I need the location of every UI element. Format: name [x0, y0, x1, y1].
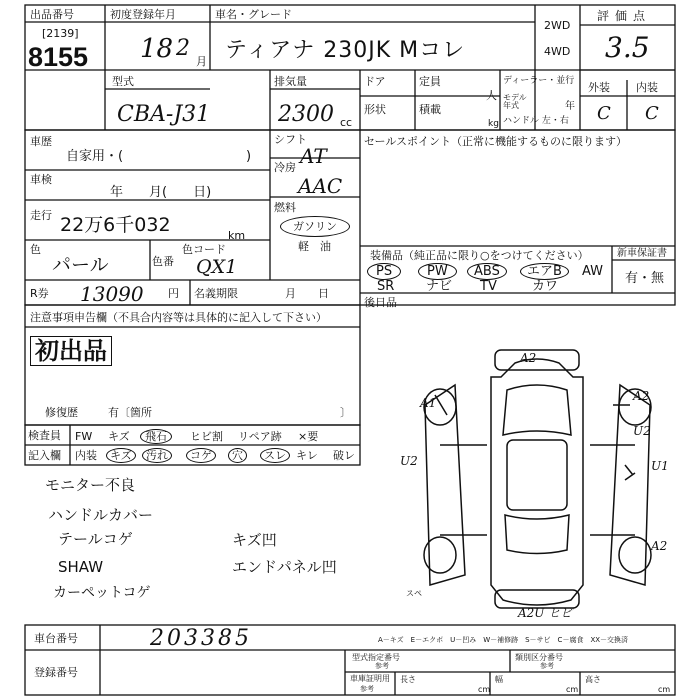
note-5: SHAW [58, 558, 104, 576]
insp-row1-1: キズ [108, 430, 130, 443]
windshield [503, 385, 571, 435]
month-unit: 月 [196, 55, 207, 68]
r-label: R券 [30, 287, 49, 300]
equip-ps: PS [367, 263, 401, 280]
equip-sr: SR [377, 279, 395, 294]
note-1: モニター不良 [45, 476, 136, 494]
mark-left-front: A1 [420, 396, 437, 410]
term-value: 月 日 [285, 287, 329, 300]
mark-left-side: U2 [400, 454, 418, 468]
color-label: 色 [30, 243, 41, 256]
color: パール [52, 254, 109, 276]
displacement-label: 排気量 [274, 75, 307, 88]
exterior-label: 外装 [588, 81, 610, 94]
insp-row2-2: 汚れ [142, 448, 172, 463]
warranty-value: 有・無 [625, 271, 665, 286]
interior-grade: C [645, 103, 659, 124]
note-7: カーペットコゲ [53, 585, 151, 601]
reg-month: 2 [176, 36, 190, 61]
chassis-label: 車台番号 [34, 632, 78, 645]
reg-number-label: 登録番号 [34, 666, 78, 679]
car-name: ティアナ 230JK Mコレ [225, 38, 466, 63]
insp-row1-4: リペア跡 [238, 430, 282, 443]
car-body-outline [491, 359, 583, 605]
recycle-fee: 13090 [80, 282, 144, 306]
person-unit: 人 [486, 89, 497, 102]
equip-pw: PW [418, 263, 457, 280]
first-reg-label: 初度登録年月 [110, 8, 176, 21]
width-label: 幅 [495, 675, 503, 684]
equipment-label: 装備品（純正品に限り○をつけてください） [370, 249, 589, 262]
displacement: 2300 [278, 102, 334, 127]
equip-tv: TV [480, 279, 497, 294]
width-cm: cm [566, 685, 579, 694]
repair-value: 有〔箇所 [108, 406, 152, 419]
insp-row2-3: コゲ [186, 448, 216, 463]
shift-label: シフト [274, 133, 307, 146]
garage-ref: 参考 [360, 685, 374, 693]
insp-row1-5: ×要 [298, 430, 319, 443]
insp-row1-2: 飛石 [140, 429, 172, 444]
cat-no-label: 類別区分番号 [515, 653, 563, 662]
cc-unit: cc [340, 116, 353, 129]
rear-window [505, 515, 569, 554]
wd4-label: 4WD [544, 45, 571, 58]
mark-rear: A2U ヒビ [518, 606, 573, 620]
equip-leather: カワ [532, 279, 559, 294]
fuel-gasoline: ガソリン [280, 216, 350, 237]
type-no-label: 型式指定番号 [352, 653, 400, 662]
model-label: 型式 [112, 75, 134, 88]
chassis-number: 203385 [150, 626, 252, 651]
reg-year: 18 [140, 34, 174, 64]
insp-row1-3: ヒビ割 [190, 430, 223, 443]
ac-label: 冷房 [274, 161, 296, 174]
mark-spare: スペ [406, 589, 422, 598]
handle-label: ハンドル 左・右 [503, 116, 569, 126]
length-label: 長さ [400, 675, 416, 684]
right-side-view [610, 385, 650, 585]
history-label: 車歴 [30, 135, 52, 148]
mileage: 22万6千032 [60, 214, 171, 236]
height-cm: cm [658, 685, 671, 694]
note-2: ハンドルカバー [48, 506, 154, 524]
interior-label: 内装 [636, 81, 658, 94]
fuel-diesel: 軽 油 [298, 240, 331, 253]
yen-unit: 円 [168, 287, 179, 300]
mark-front: A2 [520, 351, 537, 365]
equip-abs: ABS [467, 263, 507, 280]
load-label: 積載 [419, 103, 441, 116]
model: CBA-J31 [117, 102, 211, 127]
inspection-label: 車検 [30, 173, 52, 186]
year-unit: 年 [565, 101, 575, 112]
rear-label: 後日品 [364, 296, 397, 309]
type-no-ref: 参考 [375, 662, 389, 670]
shape-label: 形状 [364, 103, 386, 116]
fuel-label: 燃料 [274, 201, 296, 214]
inspection-value: 年 月( 日) [110, 185, 212, 200]
exterior-grade: C [597, 103, 611, 124]
kg-unit: kg [488, 119, 499, 129]
insp-row1-0: FW [75, 430, 93, 443]
repair-close: 〕 [340, 406, 351, 419]
first-listing-stamp: 初出品 [30, 336, 112, 366]
shift: AT [300, 144, 327, 168]
notes-label: 注意事項申告欄（不具合内容等は具体的に記入して下さい） [30, 311, 327, 324]
equip-airbag: エアB [520, 263, 569, 280]
term-label: 名義期限 [194, 287, 238, 300]
km-unit: km [228, 229, 246, 242]
insp-row2-1: キズ [106, 448, 136, 463]
length-cm: cm [478, 685, 491, 694]
insp-row2-0: 内装 [75, 449, 97, 462]
repair-label: 修復歴 [45, 406, 78, 419]
score-label: 評価点 [597, 9, 652, 23]
name-label: 車名・グレード [215, 8, 292, 21]
lot-number: 8155 [28, 42, 89, 72]
door-label: ドア [364, 75, 386, 88]
cat-no-ref: 参考 [540, 662, 554, 670]
color-code-label: 色コード [182, 243, 226, 256]
inspector-label: 検査員 [28, 429, 61, 442]
equip-navi: ナビ [426, 279, 453, 294]
note-3: テールコゲ [58, 530, 133, 548]
roof [507, 440, 567, 510]
color-code: QX1 [196, 256, 238, 278]
insp-row2-7: 破レ [333, 449, 355, 462]
left-side-view [425, 385, 465, 585]
history-close: ) [246, 149, 252, 164]
car-damage-diagram [395, 345, 680, 615]
history-value: 自家用・( [66, 149, 124, 164]
lot-sub: [2139] [42, 27, 79, 40]
note-4: キズ凹 [232, 531, 277, 549]
front-bumper-view [495, 350, 579, 370]
capacity-label: 定員 [419, 75, 441, 88]
mileage-label: 走行 [30, 209, 52, 222]
equip-aw: AW [582, 264, 604, 279]
color-no-label: 色番 [152, 255, 174, 268]
ac: AAC [298, 174, 343, 198]
mark-right-front: A2 [633, 389, 650, 403]
mark-right-u1: U1 [651, 459, 669, 473]
garage-label: 車庫証明用 [350, 674, 390, 683]
insp-row2-6: キレ [296, 449, 318, 462]
dealer-label: ディーラー・並行 [503, 76, 575, 86]
model-year-label: モデル年式 [503, 93, 527, 110]
sales-point-label: セールスポイント（正常に機能するものに限ります） [364, 135, 628, 148]
lot-no-label: 出品番号 [30, 8, 74, 21]
insp-row2-4: 穴 [228, 448, 247, 463]
score: 3.5 [605, 31, 650, 64]
inspector-label2: 記入欄 [28, 449, 61, 462]
height-label: 高さ [585, 675, 601, 684]
insp-row2-5: スレ [260, 448, 290, 463]
wd2-label: 2WD [544, 19, 571, 32]
warranty-label: 新車保証書 [617, 248, 667, 259]
mark-right-rear: A2 [651, 539, 668, 553]
note-6: エンドパネル凹 [232, 558, 337, 576]
damage-legend: A－キズ E－エクボ U－凹み W－補修跡 S－サビ C－腐食 XX－交換済 [378, 636, 629, 644]
mark-right-side: U2 [633, 424, 651, 438]
